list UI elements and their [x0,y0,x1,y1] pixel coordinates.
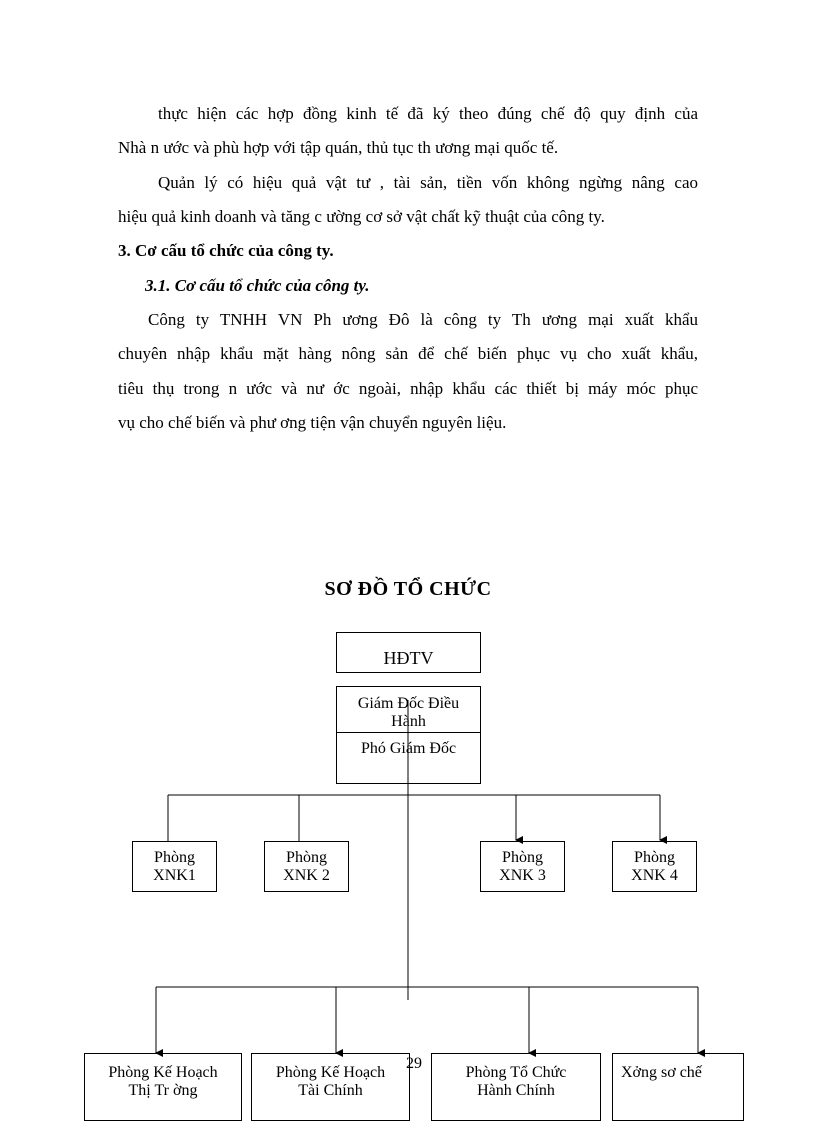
dept-xnk1-line2: XNK1 [153,867,196,884]
deputy-label: Phó Giám Đốc [360,740,457,757]
paragraph-line: Công ty TNHH VN Ph ương Đô là công ty Th ương mại xuất khẩu [148,310,698,329]
page-number: 29 [406,1055,422,1072]
dept-xnk4-line1: Phòng [634,849,675,866]
dept-admin-line2: Hành Chính [477,1082,555,1099]
dept-xnk1-box [132,841,217,892]
dept-admin-box [431,1053,601,1121]
director-label-line1: Giám Đốc Điều [357,695,460,712]
dept-xnk4-box [612,841,697,892]
dept-plan-market-line2: Thị Tr ờng [128,1082,198,1099]
dept-xnk3-line1: Phòng [502,849,543,866]
dept-xnk3-line2: XNK 3 [499,867,546,884]
paragraph-line: Nhà n ước và phù hợp với tập quán, thủ tục th ương mại quốc tế. [118,138,559,157]
dept-xnk1-line1: Phòng [154,849,195,866]
dept-plan-finance-box [251,1053,410,1121]
director-label-line2: Hành [391,713,426,730]
workshop-box [612,1053,744,1121]
dept-plan-finance-line2: Tài Chính [298,1082,363,1099]
org-chart-title: SƠ ĐỒ TỔ CHỨC [324,578,492,600]
paragraph-line: thực hiện các hợp đồng kinh tế đã ký theo đúng chế độ quy định của [158,104,698,123]
workshop-label: Xởng sơ chế [621,1064,702,1081]
dept-xnk2-line2: XNK 2 [283,867,330,884]
section-heading: 3. Cơ cấu tổ chức của công ty. [118,241,334,260]
dept-plan-market-line1: Phòng Kế Hoạch [108,1064,218,1081]
dept-xnk2-line1: Phòng [286,849,327,866]
hdtv-box [336,632,481,673]
dept-xnk3-box [480,841,565,892]
paragraph-line: Quản lý có hiệu quả vật tư , tài sản, tiền vốn không ngừng nâng cao [158,173,698,192]
paragraph-line: chuyên nhập khẩu mặt hàng nông sản để chế biến phục vụ cho xuất khẩu, [118,344,698,363]
dept-plan-market-box [84,1053,242,1121]
paragraph-line: tiêu thụ trong n ước và nư ớc ngoài, nhập khẩu các thiết bị máy móc phục [118,379,698,398]
paragraph-line: hiệu quả kinh doanh và tăng c ường cơ sở vật chất kỹ thuật của công ty. [118,207,605,226]
dept-xnk2-box [264,841,349,892]
dept-xnk4-line2: XNK 4 [631,867,678,884]
director-box [336,686,481,733]
subsection-heading: 3.1. Cơ cấu tổ chức của công ty. [145,276,370,295]
deputy-box [336,732,481,784]
paragraph-line: vụ cho chế biến và phư ơng tiện vận chuyển nguyên liệu. [118,413,507,432]
hdtv-label: HĐTV [383,648,434,668]
dept-plan-finance-line1: Phòng Kế Hoạch [275,1064,386,1081]
dept-admin-line1: Phòng Tổ Chức [465,1064,567,1081]
